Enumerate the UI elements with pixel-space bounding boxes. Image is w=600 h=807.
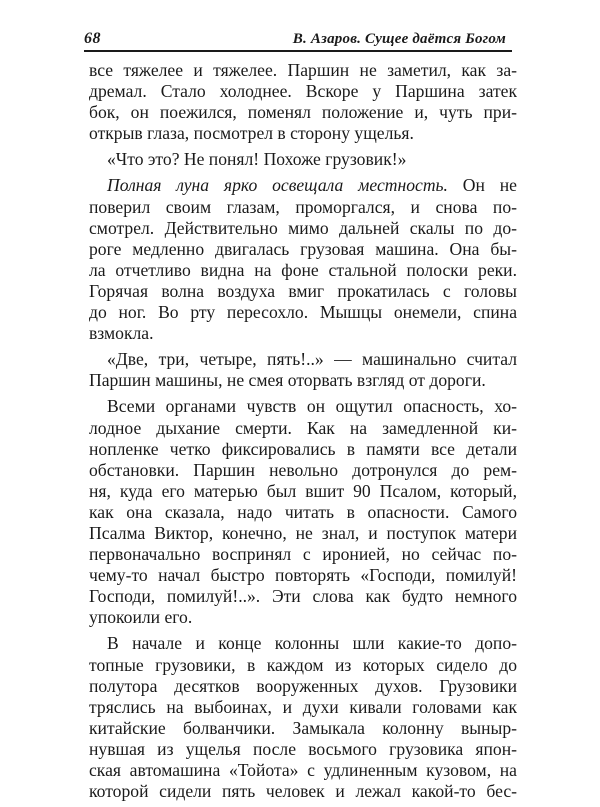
text-line: китайские болванчики. Замыкала колонну выныр-: [89, 717, 517, 738]
text-line: Господи, помилуй!..». Эти слова как будто немного: [89, 586, 517, 607]
text-line: [89, 175, 517, 196]
page-number: 68: [84, 30, 101, 47]
text-line: ла отчетливо видна на фоне стальной полоски реки.: [89, 259, 517, 280]
text-line: ская автомашина «Тойота» с удлиненным кузовом, на: [89, 760, 517, 780]
text-line: Паршин машины, не смея оторвать взгляд от дороги.: [89, 370, 486, 391]
text-line: нопленке четко фиксировались в памяти все детали: [89, 438, 517, 459]
text-line: «Что это? Не понял! Похоже грузовик!»: [107, 149, 407, 170]
body-text: [89, 60, 517, 807]
text-line: смотрел. Действительно мимо дальней скалы по до-: [89, 217, 517, 238]
text-line: дремал. Стало холоднее. Вскоре у Паршина затек: [89, 81, 517, 102]
paragraph: [89, 349, 517, 391]
text-line: взмокла.: [89, 323, 154, 344]
text-line: до ног. Во рту пересохло. Мышцы онемели, спина: [89, 302, 517, 323]
text-run: Он не: [447, 175, 517, 196]
text-line: бок, он поежился, поменял положение и, чуть при-: [89, 102, 517, 123]
italic-phrase: Полная луна ярко освещала местность.: [107, 175, 448, 196]
text-line: В начале и конце колонны шли какие-то допо-: [107, 633, 517, 654]
running-header: [84, 28, 512, 50]
text-line: первоначально воспринял с иронией, но сейчас по-: [89, 544, 517, 565]
text-line: открыв глаза, посмотрел в сторону ущелья.: [89, 123, 414, 144]
text-line: все тяжелее и тяжелее. Паршин не заметил, как за-: [89, 60, 517, 80]
paragraph: [89, 396, 517, 628]
text-line: Горячая волна воздуха вмиг прокатилась с головы: [89, 280, 517, 301]
paragraph: [89, 149, 517, 170]
header-rule: [84, 50, 512, 52]
text-line: топные грузовики, в каждом из которых сидело до: [89, 654, 517, 675]
text-line: роге медленно двигалась грузовая машина. Она бы-: [89, 238, 517, 259]
text-line: обстановки. Паршин невольно дотронулся до рем-: [89, 459, 517, 480]
text-line: которой сидели пять человек и лежал какой-то бес-: [89, 781, 517, 802]
text-line: лодное дыхание смерти. Как на замедленной ки-: [89, 417, 517, 438]
text-line: поверил своим глазам, проморгался, и снова по-: [89, 196, 517, 217]
running-title: В. Азаров. Сущее даётся Богом: [292, 31, 506, 47]
text-line: «Две, три, четыре, пять!..» — машинально считал: [107, 349, 517, 370]
paragraph: [89, 60, 517, 144]
paragraph: [89, 175, 517, 344]
text-line: ня, куда его матерью был вшит 90 Псалом, который,: [89, 480, 517, 501]
text-line: как она сказала, надо читать в опасности. Самого: [89, 501, 517, 522]
text-line: полутора десятков вооруженных духов. Грузовики: [89, 675, 517, 696]
text-line: нувшая из ущелья после восьмого грузовика япон-: [89, 738, 517, 759]
text-line: тряслись на выбоинах, и духи кивали головами как: [89, 696, 517, 717]
text-line: чему-то начал быстро повторять «Господи, помилуй!: [89, 565, 517, 586]
text-line: Псалма Виктор, конечно, не знал, и поступок матери: [89, 522, 517, 543]
text-line: Всеми органами чувств он ощутил опасность, хо-: [107, 396, 517, 417]
paragraph: [89, 633, 517, 802]
text-line: упокоили его.: [89, 607, 193, 628]
